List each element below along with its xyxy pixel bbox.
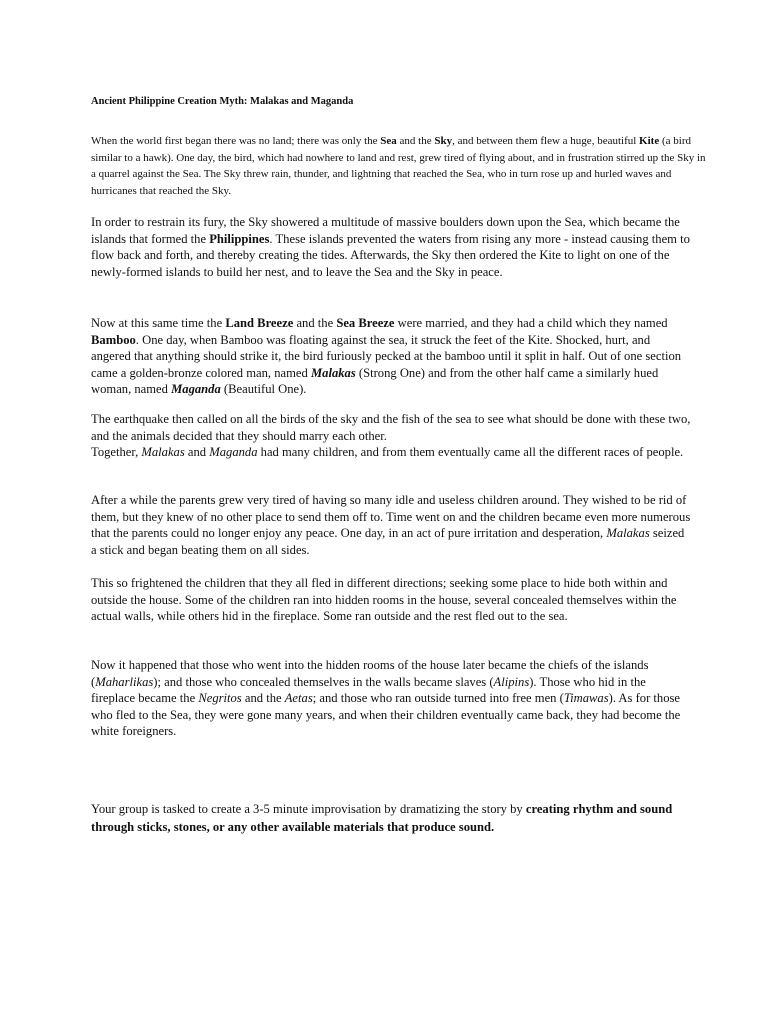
term-maganda: Maganda: [209, 445, 258, 460]
text-run: and the: [396, 135, 435, 147]
term-kite: Kite: [639, 135, 660, 147]
term-malakas: Malakas: [141, 445, 185, 460]
term-malakas: Malakas: [310, 365, 356, 380]
term-sea-breeze: Sea Breeze: [336, 316, 395, 330]
text-run: Now it happened that those who went into the hidden rooms of the house later became the chiefs of the islands (: [91, 658, 649, 689]
paragraph-marriage: [91, 411, 691, 461]
text-run: ). As for those who fled to the Sea, they were gone many years, and when their children eventually came back, they had become the white foreigners.: [91, 691, 681, 739]
text-run: were married, and they had a child which they named: [394, 316, 668, 330]
term-maganda: Maganda: [171, 382, 221, 397]
text-run: ; and those who ran outside turned into free men (: [312, 691, 564, 706]
text-run: Together,: [91, 445, 142, 460]
term-philippines: Philippines: [209, 231, 270, 246]
text-run: and the: [293, 316, 337, 330]
text-run: ); and those who concealed themselves in the walls became slaves (: [153, 674, 494, 689]
text-run: After a while the parents grew very tired of having so many idle and useless children around. They wished to be rid of them, but they knew of no other place to send them off to. Time went on and the children became even more numerous that the parents could no longer enjoy any peace. One day, in an act of pure irritation and desperation,: [91, 493, 691, 541]
term-alipins: Alipins: [493, 674, 530, 689]
paragraph-fled: [91, 575, 691, 625]
text-run: Now at this same time the: [91, 316, 226, 330]
document-title: Ancient Philippine Creation Myth: Malakas and Maganda: [91, 96, 354, 107]
task-emphasis: creating rhythm and sound through sticks, stones, or any other available materials that produce sound.: [91, 802, 673, 834]
task-instructions: [91, 800, 701, 836]
text-run: This so frightened the children that they all fled in different directions; seeking some place to hide both within and outside the house. Some of the children ran into hidden rooms in the house, several concealed themselves within the actual walls, while others hid in the fireplace. Some ran outside and the rest fled out to the sea.: [91, 576, 677, 624]
paragraph-origins: [91, 657, 691, 740]
paragraph-bamboo: [91, 315, 691, 398]
text-run: had many children, and from them eventually came all the different races of people.: [257, 445, 684, 460]
term-timawas: Timawas: [563, 691, 609, 706]
text-run: and the: [241, 691, 285, 706]
term-land-breeze: Land Breeze: [225, 316, 294, 330]
text-run: , and between them flew a huge, beautiful: [452, 135, 640, 147]
text-run: . These islands prevented the waters from rising any more - instead causing them to flow back and forth, and thereby creating the tides. Afterwards, the Sky then ordered the Kite to light on one of the newly-formed islands to build her nest, and to leave the Sea and the Sky in peace.: [91, 231, 690, 279]
intro-paragraph: [91, 133, 709, 199]
text-run: (a bird similar to a hawk). One day, the bird, which had nowhere to land and rest, grew tired of flying about, and in frustration stirred up the Sky in a quarrel against the Sea. The Sky threw rain, thunder, and lightning that reached the Sea, who in turn rose up and hurled waves and hurricanes that reached the Sky.: [91, 135, 706, 197]
term-malakas: Malakas: [606, 526, 650, 541]
text-run: ). Those who hid in the fireplace became the: [91, 674, 646, 706]
term-sky: Sky: [434, 135, 453, 147]
term-negritos: Negritos: [198, 691, 242, 706]
text-run: . One day, when Bamboo was floating against the sea, it struck the feet of the Kite. Shocked, hurt, and angered that anything should strike it, the bird furiously pecked at the bamboo until it split in half. Out of one section came a golden-bronze colored man, named: [91, 332, 682, 380]
text-run: Your group is tasked to create a 3-5 minute improvisation by dramatizing the story by: [91, 802, 526, 816]
text-run: In order to restrain its fury, the Sky showered a multitude of massive boulders down upon the Sea, which became the islands that formed the: [91, 215, 680, 246]
term-sea: Sea: [380, 135, 397, 147]
term-bamboo: Bamboo: [91, 332, 136, 347]
term-maharlikas: Maharlikas: [95, 674, 154, 689]
text-run: When the world first began there was no land; there was only the: [91, 135, 381, 147]
text-run: The earthquake then called on all the birds of the sky and the fish of the sea to see what should be done with these two, and the animals decided that they should marry each other.: [91, 412, 691, 443]
text-run: and: [184, 445, 210, 460]
term-aetas: Aetas: [284, 691, 313, 706]
text-run: seized a stick and began beating them on all sides.: [91, 526, 685, 557]
paragraph-islands: [91, 214, 691, 280]
paragraph-children: [91, 492, 691, 558]
text-run: (Strong One) and from the other half came a similarly hued woman, named: [91, 365, 659, 397]
text-run: (Beautiful One).: [220, 382, 307, 397]
